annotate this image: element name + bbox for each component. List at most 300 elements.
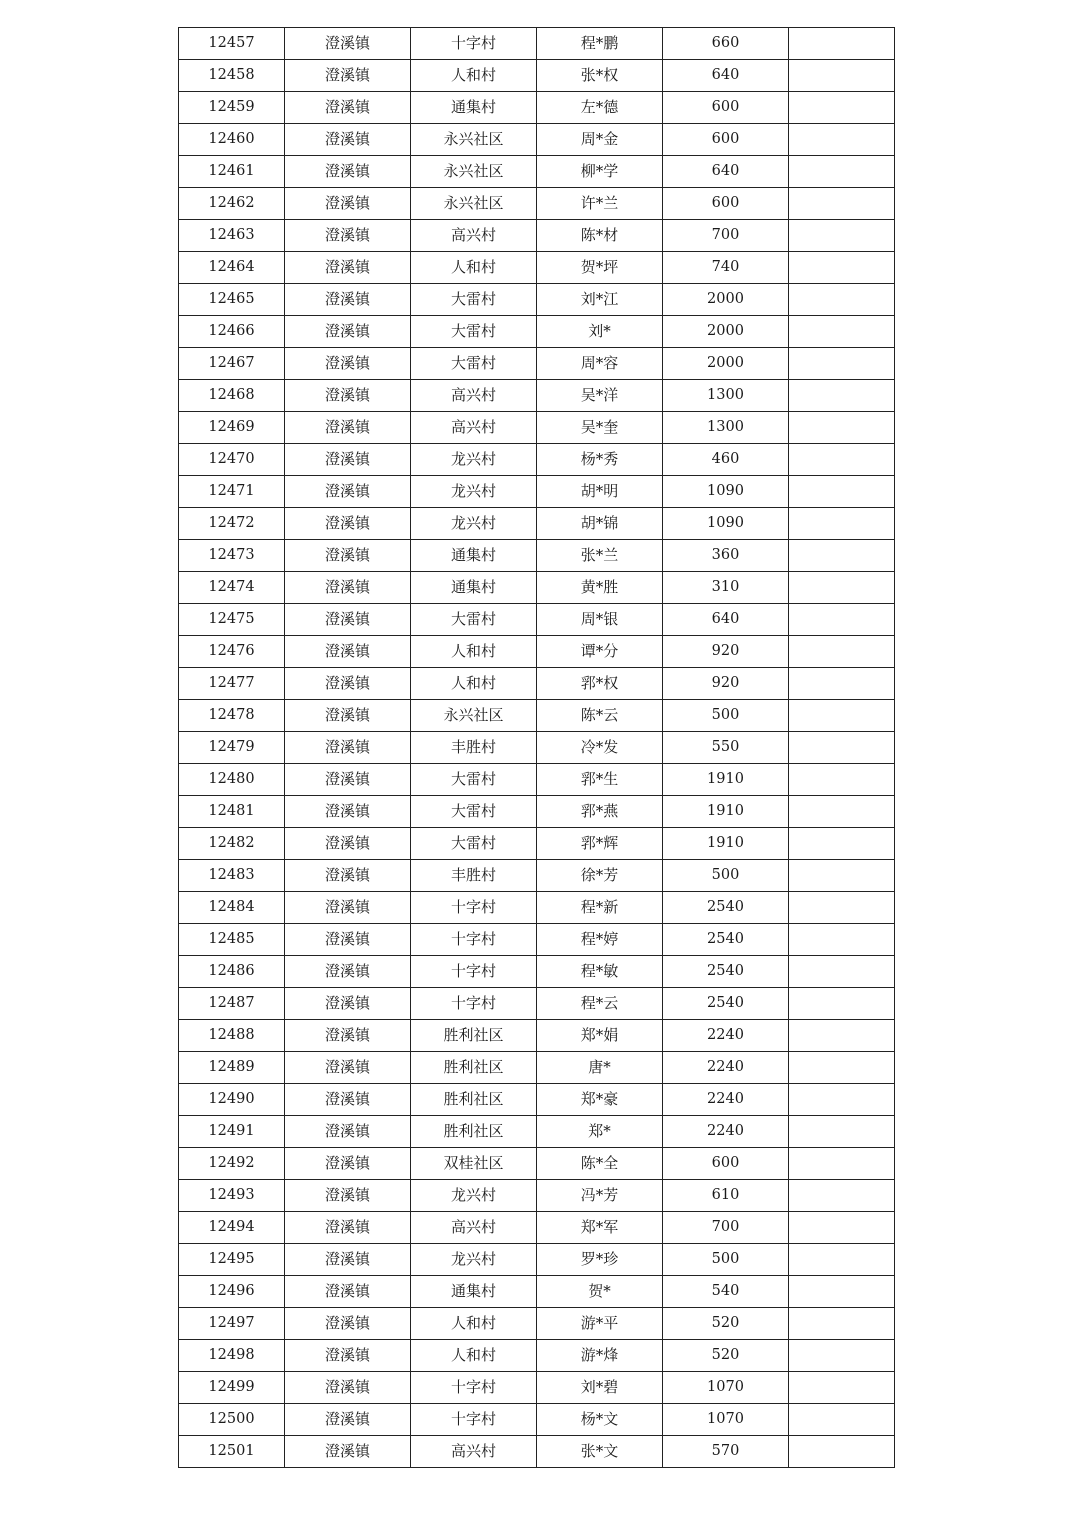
town-cell: 澄溪镇 xyxy=(285,540,411,572)
amount-cell: 500 xyxy=(663,1244,789,1276)
town-cell: 澄溪镇 xyxy=(285,732,411,764)
record-id-cell: 12464 xyxy=(179,252,285,284)
amount-cell: 520 xyxy=(663,1308,789,1340)
village-cell: 龙兴村 xyxy=(411,508,537,540)
record-id-cell: 12472 xyxy=(179,508,285,540)
name-cell: 冯*芳 xyxy=(537,1180,663,1212)
name-cell: 刘*碧 xyxy=(537,1372,663,1404)
amount-cell: 540 xyxy=(663,1276,789,1308)
remark-cell xyxy=(789,1180,895,1212)
table-row xyxy=(179,700,895,732)
table-row xyxy=(179,1340,895,1372)
name-cell: 吴*奎 xyxy=(537,412,663,444)
name-cell: 郑*军 xyxy=(537,1212,663,1244)
name-cell: 唐* xyxy=(537,1052,663,1084)
table-row xyxy=(179,540,895,572)
remark-cell xyxy=(789,124,895,156)
amount-cell: 700 xyxy=(663,220,789,252)
table-row xyxy=(179,444,895,476)
amount-cell: 640 xyxy=(663,604,789,636)
remark-cell xyxy=(789,796,895,828)
record-id-cell: 12475 xyxy=(179,604,285,636)
record-id-cell: 12481 xyxy=(179,796,285,828)
record-id-cell: 12469 xyxy=(179,412,285,444)
name-cell: 黄*胜 xyxy=(537,572,663,604)
village-cell: 高兴村 xyxy=(411,1436,537,1468)
town-cell: 澄溪镇 xyxy=(285,1404,411,1436)
record-id-cell: 12487 xyxy=(179,988,285,1020)
table-row xyxy=(179,60,895,92)
table-row xyxy=(179,604,895,636)
town-cell: 澄溪镇 xyxy=(285,1020,411,1052)
town-cell: 澄溪镇 xyxy=(285,156,411,188)
amount-cell: 920 xyxy=(663,668,789,700)
record-id-cell: 12493 xyxy=(179,1180,285,1212)
amount-cell: 640 xyxy=(663,60,789,92)
village-cell: 永兴社区 xyxy=(411,124,537,156)
name-cell: 周*容 xyxy=(537,348,663,380)
table-row xyxy=(179,1372,895,1404)
record-id-cell: 12468 xyxy=(179,380,285,412)
name-cell: 吴*洋 xyxy=(537,380,663,412)
name-cell: 谭*分 xyxy=(537,636,663,668)
amount-cell: 2540 xyxy=(663,988,789,1020)
amount-cell: 2000 xyxy=(663,284,789,316)
record-id-cell: 12496 xyxy=(179,1276,285,1308)
amount-cell: 570 xyxy=(663,1436,789,1468)
table-row xyxy=(179,796,895,828)
remark-cell xyxy=(789,188,895,220)
town-cell: 澄溪镇 xyxy=(285,316,411,348)
name-cell: 徐*芳 xyxy=(537,860,663,892)
town-cell: 澄溪镇 xyxy=(285,284,411,316)
amount-cell: 1300 xyxy=(663,412,789,444)
village-cell: 通集村 xyxy=(411,1276,537,1308)
remark-cell xyxy=(789,380,895,412)
table-row xyxy=(179,124,895,156)
name-cell: 柳*学 xyxy=(537,156,663,188)
village-cell: 大雷村 xyxy=(411,284,537,316)
name-cell: 冷*发 xyxy=(537,732,663,764)
town-cell: 澄溪镇 xyxy=(285,1308,411,1340)
remark-cell xyxy=(789,700,895,732)
record-id-cell: 12471 xyxy=(179,476,285,508)
name-cell: 张*兰 xyxy=(537,540,663,572)
village-cell: 高兴村 xyxy=(411,220,537,252)
remark-cell xyxy=(789,1148,895,1180)
amount-cell: 2000 xyxy=(663,316,789,348)
amount-cell: 1090 xyxy=(663,508,789,540)
town-cell: 澄溪镇 xyxy=(285,988,411,1020)
remark-cell xyxy=(789,316,895,348)
table-row xyxy=(179,348,895,380)
name-cell: 郛*生 xyxy=(537,764,663,796)
name-cell: 郑*娟 xyxy=(537,1020,663,1052)
remark-cell xyxy=(789,764,895,796)
village-cell: 高兴村 xyxy=(411,380,537,412)
amount-cell: 1910 xyxy=(663,828,789,860)
amount-cell: 460 xyxy=(663,444,789,476)
remark-cell xyxy=(789,1436,895,1468)
remark-cell xyxy=(789,1340,895,1372)
village-cell: 人和村 xyxy=(411,1340,537,1372)
amount-cell: 550 xyxy=(663,732,789,764)
village-cell: 人和村 xyxy=(411,252,537,284)
town-cell: 澄溪镇 xyxy=(285,1052,411,1084)
town-cell: 澄溪镇 xyxy=(285,92,411,124)
amount-cell: 700 xyxy=(663,1212,789,1244)
table-row xyxy=(179,828,895,860)
remark-cell xyxy=(789,156,895,188)
table-row xyxy=(179,1276,895,1308)
name-cell: 刘*江 xyxy=(537,284,663,316)
record-id-cell: 12474 xyxy=(179,572,285,604)
remark-cell xyxy=(789,1020,895,1052)
village-cell: 人和村 xyxy=(411,1308,537,1340)
remark-cell xyxy=(789,828,895,860)
record-id-cell: 12483 xyxy=(179,860,285,892)
village-cell: 人和村 xyxy=(411,60,537,92)
amount-cell: 2540 xyxy=(663,924,789,956)
remark-cell xyxy=(789,1052,895,1084)
amount-cell: 610 xyxy=(663,1180,789,1212)
amount-cell: 2240 xyxy=(663,1020,789,1052)
town-cell: 澄溪镇 xyxy=(285,700,411,732)
table-row xyxy=(179,1308,895,1340)
village-cell: 永兴社区 xyxy=(411,156,537,188)
village-cell: 胜利社区 xyxy=(411,1020,537,1052)
remark-cell xyxy=(789,988,895,1020)
remark-cell xyxy=(789,1372,895,1404)
remark-cell xyxy=(789,252,895,284)
town-cell: 澄溪镇 xyxy=(285,796,411,828)
amount-cell: 740 xyxy=(663,252,789,284)
record-id-cell: 12501 xyxy=(179,1436,285,1468)
record-id-cell: 12467 xyxy=(179,348,285,380)
remark-cell xyxy=(789,924,895,956)
village-cell: 丰胜村 xyxy=(411,860,537,892)
table-row xyxy=(179,956,895,988)
town-cell: 澄溪镇 xyxy=(285,604,411,636)
amount-cell: 1910 xyxy=(663,764,789,796)
remark-cell xyxy=(789,860,895,892)
remark-cell xyxy=(789,732,895,764)
town-cell: 澄溪镇 xyxy=(285,668,411,700)
record-id-cell: 12466 xyxy=(179,316,285,348)
amount-cell: 360 xyxy=(663,540,789,572)
town-cell: 澄溪镇 xyxy=(285,380,411,412)
remark-cell xyxy=(789,220,895,252)
record-id-cell: 12462 xyxy=(179,188,285,220)
village-cell: 永兴社区 xyxy=(411,188,537,220)
record-id-cell: 12499 xyxy=(179,1372,285,1404)
town-cell: 澄溪镇 xyxy=(285,1372,411,1404)
subsidy-table xyxy=(178,27,895,1468)
remark-cell xyxy=(789,284,895,316)
remark-cell xyxy=(789,1116,895,1148)
amount-cell: 920 xyxy=(663,636,789,668)
amount-cell: 1070 xyxy=(663,1404,789,1436)
village-cell: 大雷村 xyxy=(411,764,537,796)
town-cell: 澄溪镇 xyxy=(285,444,411,476)
table-row xyxy=(179,92,895,124)
remark-cell xyxy=(789,508,895,540)
town-cell: 澄溪镇 xyxy=(285,476,411,508)
name-cell: 周*金 xyxy=(537,124,663,156)
name-cell: 杨*文 xyxy=(537,1404,663,1436)
record-id-cell: 12463 xyxy=(179,220,285,252)
town-cell: 澄溪镇 xyxy=(285,1276,411,1308)
name-cell: 程*鹏 xyxy=(537,28,663,60)
name-cell: 郛*辉 xyxy=(537,828,663,860)
village-cell: 胜利社区 xyxy=(411,1084,537,1116)
table-row xyxy=(179,924,895,956)
name-cell: 陈*云 xyxy=(537,700,663,732)
amount-cell: 1090 xyxy=(663,476,789,508)
record-id-cell: 12500 xyxy=(179,1404,285,1436)
village-cell: 通集村 xyxy=(411,540,537,572)
remark-cell xyxy=(789,956,895,988)
town-cell: 澄溪镇 xyxy=(285,1116,411,1148)
village-cell: 人和村 xyxy=(411,668,537,700)
amount-cell: 1910 xyxy=(663,796,789,828)
name-cell: 郑*豪 xyxy=(537,1084,663,1116)
remark-cell xyxy=(789,636,895,668)
name-cell: 张*权 xyxy=(537,60,663,92)
table-row xyxy=(179,188,895,220)
table-row xyxy=(179,1436,895,1468)
record-id-cell: 12480 xyxy=(179,764,285,796)
village-cell: 双桂社区 xyxy=(411,1148,537,1180)
village-cell: 十字村 xyxy=(411,924,537,956)
table-body xyxy=(179,28,895,1468)
town-cell: 澄溪镇 xyxy=(285,188,411,220)
name-cell: 程*云 xyxy=(537,988,663,1020)
record-id-cell: 12482 xyxy=(179,828,285,860)
remark-cell xyxy=(789,348,895,380)
town-cell: 澄溪镇 xyxy=(285,1148,411,1180)
record-id-cell: 12495 xyxy=(179,1244,285,1276)
name-cell: 程*新 xyxy=(537,892,663,924)
village-cell: 十字村 xyxy=(411,988,537,1020)
village-cell: 十字村 xyxy=(411,28,537,60)
amount-cell: 2540 xyxy=(663,892,789,924)
table-row xyxy=(179,252,895,284)
name-cell: 刘* xyxy=(537,316,663,348)
table-row xyxy=(179,156,895,188)
record-id-cell: 12473 xyxy=(179,540,285,572)
village-cell: 永兴社区 xyxy=(411,700,537,732)
record-id-cell: 12477 xyxy=(179,668,285,700)
record-id-cell: 12460 xyxy=(179,124,285,156)
remark-cell xyxy=(789,1084,895,1116)
amount-cell: 500 xyxy=(663,700,789,732)
table-row xyxy=(179,860,895,892)
amount-cell: 600 xyxy=(663,124,789,156)
amount-cell: 600 xyxy=(663,1148,789,1180)
town-cell: 澄溪镇 xyxy=(285,220,411,252)
record-id-cell: 12494 xyxy=(179,1212,285,1244)
remark-cell xyxy=(789,444,895,476)
record-id-cell: 12458 xyxy=(179,60,285,92)
name-cell: 游*平 xyxy=(537,1308,663,1340)
village-cell: 龙兴村 xyxy=(411,444,537,476)
remark-cell xyxy=(789,1212,895,1244)
record-id-cell: 12491 xyxy=(179,1116,285,1148)
record-id-cell: 12498 xyxy=(179,1340,285,1372)
town-cell: 澄溪镇 xyxy=(285,828,411,860)
table-row xyxy=(179,1116,895,1148)
table-row xyxy=(179,1020,895,1052)
amount-cell: 310 xyxy=(663,572,789,604)
record-id-cell: 12484 xyxy=(179,892,285,924)
record-id-cell: 12470 xyxy=(179,444,285,476)
record-id-cell: 12479 xyxy=(179,732,285,764)
name-cell: 郑* xyxy=(537,1116,663,1148)
village-cell: 龙兴村 xyxy=(411,1244,537,1276)
name-cell: 游*烽 xyxy=(537,1340,663,1372)
village-cell: 大雷村 xyxy=(411,796,537,828)
amount-cell: 520 xyxy=(663,1340,789,1372)
amount-cell: 2000 xyxy=(663,348,789,380)
village-cell: 十字村 xyxy=(411,1404,537,1436)
name-cell: 贺* xyxy=(537,1276,663,1308)
amount-cell: 500 xyxy=(663,860,789,892)
table-row xyxy=(179,1180,895,1212)
remark-cell xyxy=(789,1308,895,1340)
table-row xyxy=(179,764,895,796)
village-cell: 高兴村 xyxy=(411,412,537,444)
name-cell: 罗*珍 xyxy=(537,1244,663,1276)
name-cell: 程*敏 xyxy=(537,956,663,988)
village-cell: 高兴村 xyxy=(411,1212,537,1244)
village-cell: 胜利社区 xyxy=(411,1116,537,1148)
name-cell: 陈*全 xyxy=(537,1148,663,1180)
table-row xyxy=(179,1148,895,1180)
remark-cell xyxy=(789,668,895,700)
record-id-cell: 12497 xyxy=(179,1308,285,1340)
name-cell: 胡*明 xyxy=(537,476,663,508)
amount-cell: 2540 xyxy=(663,956,789,988)
village-cell: 十字村 xyxy=(411,956,537,988)
record-id-cell: 12485 xyxy=(179,924,285,956)
remark-cell xyxy=(789,1404,895,1436)
name-cell: 郛*权 xyxy=(537,668,663,700)
village-cell: 胜利社区 xyxy=(411,1052,537,1084)
table-row xyxy=(179,316,895,348)
village-cell: 大雷村 xyxy=(411,316,537,348)
table-row xyxy=(179,988,895,1020)
town-cell: 澄溪镇 xyxy=(285,860,411,892)
record-id-cell: 12488 xyxy=(179,1020,285,1052)
amount-cell: 600 xyxy=(663,92,789,124)
town-cell: 澄溪镇 xyxy=(285,508,411,540)
town-cell: 澄溪镇 xyxy=(285,924,411,956)
record-id-cell: 12478 xyxy=(179,700,285,732)
name-cell: 胡*锦 xyxy=(537,508,663,540)
name-cell: 贺*坪 xyxy=(537,252,663,284)
town-cell: 澄溪镇 xyxy=(285,1436,411,1468)
town-cell: 澄溪镇 xyxy=(285,28,411,60)
remark-cell xyxy=(789,604,895,636)
village-cell: 龙兴村 xyxy=(411,1180,537,1212)
town-cell: 澄溪镇 xyxy=(285,1084,411,1116)
village-cell: 大雷村 xyxy=(411,348,537,380)
record-id-cell: 12459 xyxy=(179,92,285,124)
town-cell: 澄溪镇 xyxy=(285,1244,411,1276)
remark-cell xyxy=(789,572,895,604)
table-row xyxy=(179,476,895,508)
amount-cell: 2240 xyxy=(663,1052,789,1084)
table-row xyxy=(179,1084,895,1116)
town-cell: 澄溪镇 xyxy=(285,348,411,380)
town-cell: 澄溪镇 xyxy=(285,252,411,284)
table-row xyxy=(179,572,895,604)
amount-cell: 1300 xyxy=(663,380,789,412)
town-cell: 澄溪镇 xyxy=(285,124,411,156)
table-row xyxy=(179,732,895,764)
town-cell: 澄溪镇 xyxy=(285,412,411,444)
name-cell: 张*文 xyxy=(537,1436,663,1468)
name-cell: 周*银 xyxy=(537,604,663,636)
record-id-cell: 12489 xyxy=(179,1052,285,1084)
village-cell: 人和村 xyxy=(411,636,537,668)
remark-cell xyxy=(789,1276,895,1308)
village-cell: 大雷村 xyxy=(411,828,537,860)
table-row xyxy=(179,220,895,252)
record-id-cell: 12465 xyxy=(179,284,285,316)
amount-cell: 660 xyxy=(663,28,789,60)
name-cell: 陈*材 xyxy=(537,220,663,252)
table-row xyxy=(179,1212,895,1244)
record-id-cell: 12476 xyxy=(179,636,285,668)
table-row xyxy=(179,412,895,444)
village-cell: 通集村 xyxy=(411,572,537,604)
town-cell: 澄溪镇 xyxy=(285,1212,411,1244)
amount-cell: 2240 xyxy=(663,1084,789,1116)
village-cell: 龙兴村 xyxy=(411,476,537,508)
name-cell: 左*德 xyxy=(537,92,663,124)
amount-cell: 640 xyxy=(663,156,789,188)
village-cell: 丰胜村 xyxy=(411,732,537,764)
table-row xyxy=(179,1404,895,1436)
table-row xyxy=(179,284,895,316)
table-row xyxy=(179,1052,895,1084)
table-row xyxy=(179,508,895,540)
amount-cell: 2240 xyxy=(663,1116,789,1148)
table-row xyxy=(179,28,895,60)
village-cell: 十字村 xyxy=(411,892,537,924)
name-cell: 杨*秀 xyxy=(537,444,663,476)
remark-cell xyxy=(789,1244,895,1276)
remark-cell xyxy=(789,412,895,444)
table-row xyxy=(179,636,895,668)
record-id-cell: 12492 xyxy=(179,1148,285,1180)
record-id-cell: 12486 xyxy=(179,956,285,988)
town-cell: 澄溪镇 xyxy=(285,1180,411,1212)
town-cell: 澄溪镇 xyxy=(285,956,411,988)
remark-cell xyxy=(789,540,895,572)
name-cell: 程*婷 xyxy=(537,924,663,956)
amount-cell: 600 xyxy=(663,188,789,220)
record-id-cell: 12457 xyxy=(179,28,285,60)
table-row xyxy=(179,1244,895,1276)
remark-cell xyxy=(789,892,895,924)
town-cell: 澄溪镇 xyxy=(285,1340,411,1372)
amount-cell: 1070 xyxy=(663,1372,789,1404)
town-cell: 澄溪镇 xyxy=(285,892,411,924)
town-cell: 澄溪镇 xyxy=(285,764,411,796)
